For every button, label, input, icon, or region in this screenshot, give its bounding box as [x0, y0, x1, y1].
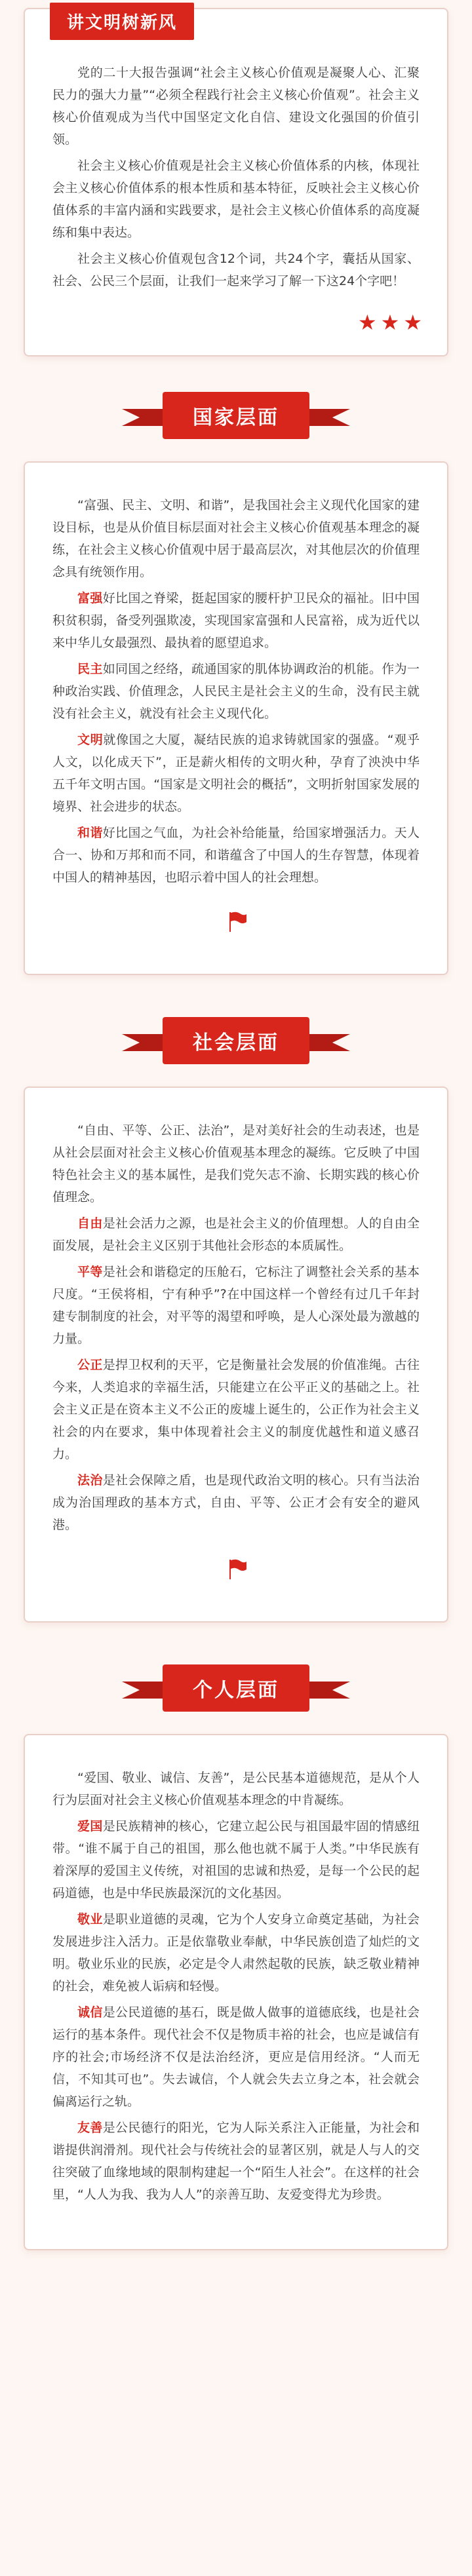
stars-decoration	[358, 312, 422, 333]
star-icon: ★	[357, 310, 377, 335]
intro-paragraph: 社会主义核心价值观包含12个词，共24个字，囊括从国家、社会、公民三个层面，让我们一起来学习了解一下这24个字吧！	[52, 252, 420, 288]
value-item	[52, 1261, 420, 1350]
value-text: 就像国之大厦，凝结民族的追求铸就国家的强盛。“观乎人文，以化成天下”，正是薪火相传的文明火种，孕育了泱泱中华五千年文明古国。“国家是文明社会的概括”，文明折射国家发展的境界、社会进步的状态。	[52, 733, 420, 814]
value-keyword: 法治	[77, 1473, 103, 1488]
star-icon: ★	[380, 310, 400, 335]
value-item	[52, 729, 420, 818]
value-item	[52, 1354, 420, 1465]
value-keyword: 诚信	[77, 2005, 103, 2020]
value-keyword: 平等	[77, 1265, 103, 1279]
nation-card	[24, 461, 448, 975]
section-title: 国家层面	[163, 392, 309, 439]
value-text: 好比国之脊梁，挺起国家的腰杆护卫民众的福祉。旧中国积贫积弱，备受列强欺凌，实现国家富强和人民富裕，成为近代以来中华儿女最强烈、最执着的愿望追求。	[52, 591, 420, 650]
intro-paragraph: 党的二十大报告强调“社会主义核心价值观是凝聚人心、汇聚民力的强大力量”“必须全程践行社会主义核心价值观”。社会主义核心价值观成为当代中国坚定文化自信、建设文化强国的价值引领。	[52, 66, 420, 147]
nation-section	[24, 376, 448, 975]
value-text: 是民族精神的核心，它建立起公民与祖国最牢固的情感纽带。“谁不属于自己的祖国，那么他也就不属于人类。”中华民族有着深厚的爱国主义传统，对祖国的忠诚和热爱，是每一个公民的起码道德，也是中华民族最深沉的文化基因。	[52, 1819, 420, 1900]
value-keyword: 爱国	[77, 1819, 103, 1834]
value-item	[52, 1469, 420, 1536]
value-text: 好比国之气血，为社会补给能量，给国家增强活力。天人合一、协和万邦和而不同，和谐蕴含了中国人的生存智慧，体现着中国人的精神基因，也昭示着中国人的社会理想。	[52, 826, 420, 885]
society-section	[24, 1001, 448, 1623]
value-keyword: 自由	[77, 1216, 103, 1231]
intro-tag: 讲文明树新风	[50, 3, 194, 40]
society-card	[24, 1086, 448, 1623]
section-lead: “爱国、敬业、诚信、友善”，是公民基本道德规范，是从个人行为层面对社会主义核心价值观基本理念的中肯凝练。	[52, 1771, 420, 1807]
section-title: 个人层面	[163, 1664, 309, 1712]
value-text: 是社会保障之盾，也是现代政治文明的核心。只有当法治成为治国理政的基本方式，自由、平等、公正才会有安全的避风港。	[52, 1473, 420, 1532]
value-text: 是公民道德的基石，既是做人做事的道德底线，也是社会运行的基本条件。现代社会不仅是物质丰裕的社会，也应是诚信有序的社会;市场经济不仅是法治经济，更应是信用经济。“人而无信，不知其可也”。失去诚信，个人就会失去立身之本，社会就会偏离运行之轨。	[52, 2005, 420, 2109]
intro-card	[24, 8, 448, 356]
value-keyword: 民主	[77, 662, 103, 676]
value-item	[52, 1212, 420, 1257]
value-keyword: 文明	[77, 733, 104, 747]
value-item	[52, 2001, 420, 2113]
section-banner	[24, 376, 448, 455]
value-item	[52, 1908, 420, 1997]
value-text: 是职业道德的灵魂，它为个人安身立命奠定基础，为社会发展进步注入活力。正是依靠敬业奉献，中华民族创造了灿烂的文明。敬业乐业的民族，必定是令人肃然起敬的民族，缺乏敬业精神的社会，难免被人诟病和轻慢。	[52, 1912, 420, 1993]
citizen-section	[24, 1649, 448, 2250]
value-text: 是社会活力之源，也是社会主义的价值理想。人的自由全面发展，是社会主义区别于其他社会形态的本质属性。	[52, 1216, 420, 1253]
value-keyword: 友善	[77, 2121, 103, 2135]
page	[0, 8, 472, 2290]
value-keyword: 敬业	[77, 1912, 103, 1927]
section-lead: “自由、平等、公正、法治”，是对美好社会的生动表述，也是从社会层面对社会主义核心价值观基本理念的凝练。它反映了中国特色社会主义的基本属性，是我们党矢志不渝、长期实践的核心价值理念。	[52, 1123, 420, 1204]
section-title: 社会层面	[163, 1017, 309, 1064]
intro-paragraph: 社会主义核心价值观是社会主义核心价值体系的内核，体现社会主义核心价值体系的根本性质和基本特征，反映社会主义核心价值体系的丰富内涵和实践要求，是社会主义核心价值体系的高度凝练和集中表达。	[52, 159, 420, 240]
flag-icon	[223, 1556, 249, 1582]
value-keyword: 和谐	[77, 826, 103, 840]
value-text: 是公民德行的阳光，它为人际关系注入正能量，为社会和谐提供润滑剂。现代社会与传统社会的显著区别，就是人与人的交往突破了血缘地域的限制构建起一个“陌生人社会”。在这样的社会里，“人人为我、我为人人”的亲善互助、友爱变得尤为珍贵。	[52, 2121, 420, 2202]
value-item	[52, 2117, 420, 2206]
section-banner	[24, 1001, 448, 1080]
citizen-card	[24, 1734, 448, 2250]
value-item	[52, 587, 420, 654]
section-banner	[24, 1649, 448, 1727]
section-lead: “富强、民主、文明、和谐”，是我国社会主义现代化国家的建设目标，也是从价值目标层面对社会主义核心价值观基本理念的凝练，在社会主义核心价值观中居于最高层次，对其他层次的价值理念具有统领作用。	[52, 498, 420, 579]
flag-icon	[223, 908, 249, 934]
value-keyword: 公正	[77, 1358, 103, 1372]
value-keyword: 富强	[77, 591, 103, 606]
star-icon: ★	[403, 310, 422, 335]
value-item	[52, 1815, 420, 1904]
value-text: 如同国之经络，疏通国家的肌体协调政治的机能。作为一种政治实践、价值理念，人民民主是社会主义的生命，没有民主就没有社会主义，就没有社会主义现代化。	[52, 662, 420, 721]
value-item	[52, 658, 420, 725]
value-text: 是社会和谐稳定的压舱石，它标注了调整社会关系的基本尺度。“王侯将相，宁有种乎”?在中国这样一个曾经有过几千年封建专制制度的社会，对平等的渴望和呼唤，是人心深处最为激越的力量。	[52, 1265, 420, 1346]
value-text: 是捍卫权利的天平，它是衡量社会发展的价值准绳。古往今来，人类追求的幸福生活，只能建立在公平正义的基础之上。社会主义正是在资本主义不公正的废墟上诞生的，公正作为社会主义社会的内在要求，集中体现着社会主义的制度优越性和道义感召力。	[52, 1358, 420, 1461]
value-item	[52, 822, 420, 889]
